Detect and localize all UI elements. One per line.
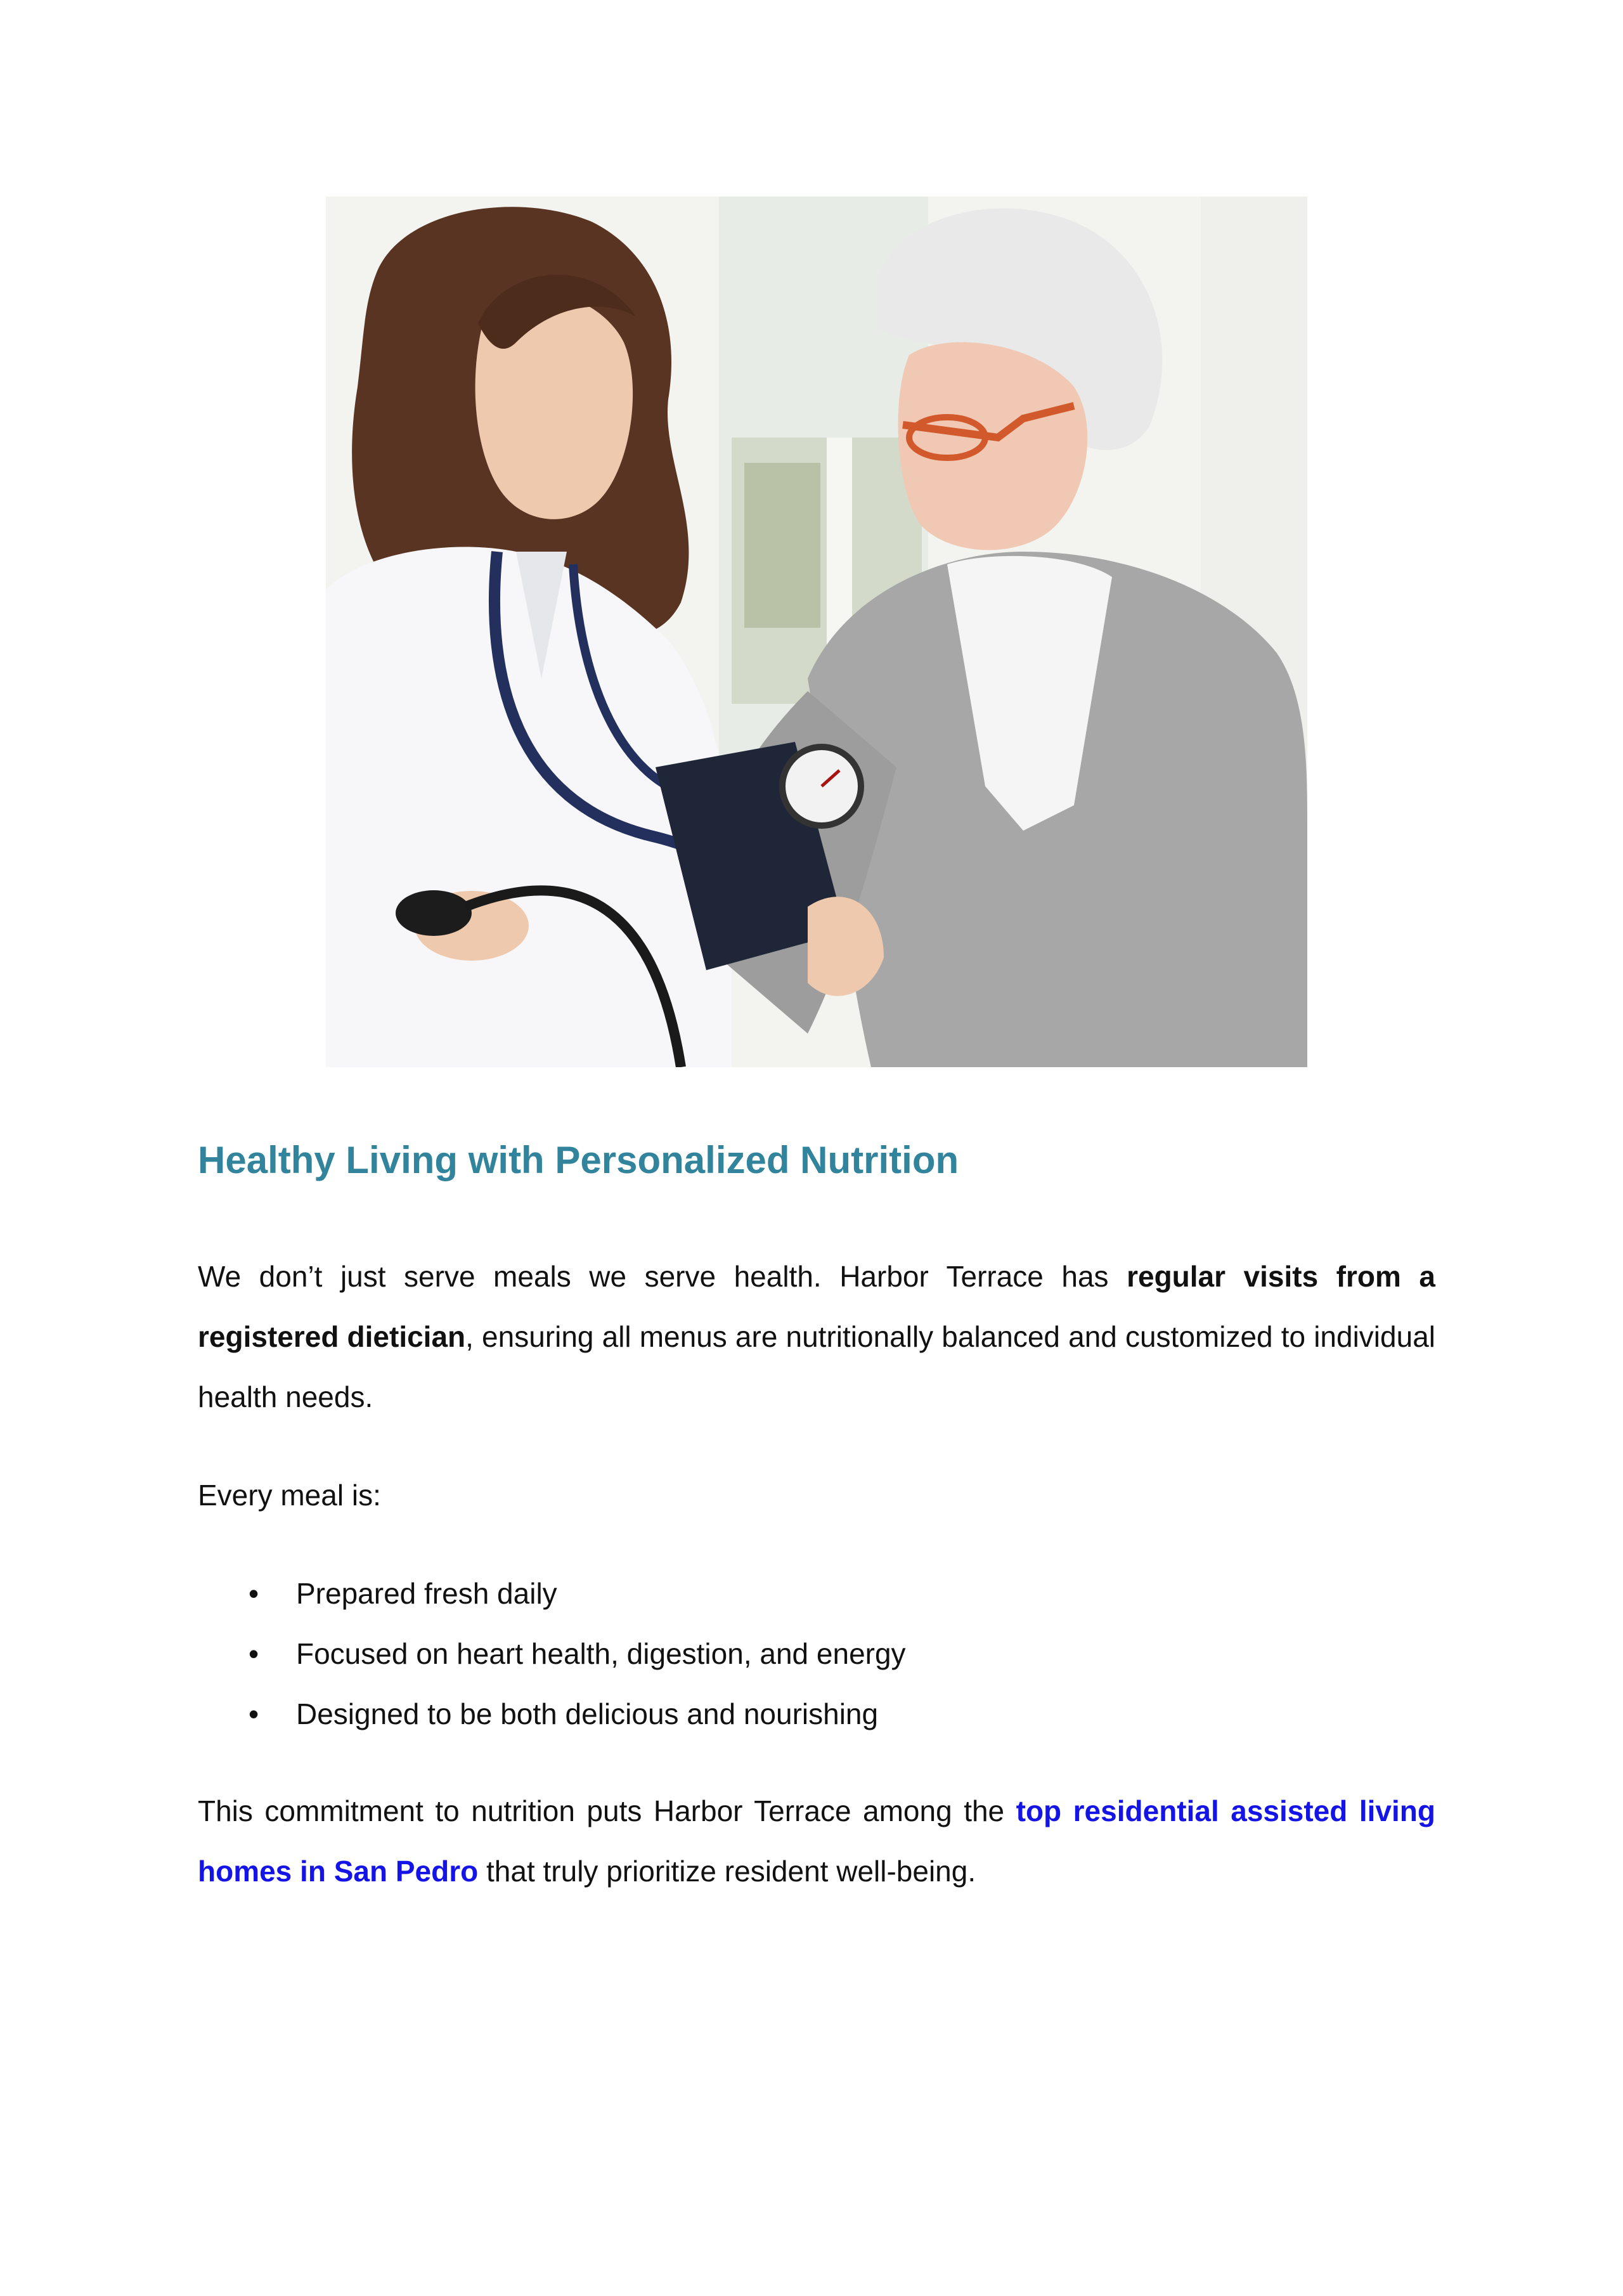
san-pedro-homes-link[interactable]: top residential assisted living homes in San Pedro: [198, 1794, 1435, 1888]
photo-illustration: [326, 197, 1307, 1067]
intro-bold-text: regular visits from a registered dietician: [198, 1260, 1435, 1353]
closing-text-end: that truly prioritize resident well-being.: [478, 1855, 976, 1888]
list-item: [198, 1684, 1435, 1744]
bullet-icon: •: [249, 1577, 259, 1610]
intro-text-start: We don’t just serve meals we serve health. Harbor Terrace has: [198, 1260, 1127, 1293]
bullet-icon: •: [249, 1697, 259, 1730]
intro-text-end: , ensuring all menus are nutritionally balanced and customized to individual health needs.: [198, 1320, 1435, 1413]
caregiver-blood-pressure-photo: [326, 197, 1307, 1067]
article-section: [198, 1135, 1435, 1902]
list-item: [198, 1624, 1435, 1684]
closing-text-start: This commitment to nutrition puts Harbor Terrace among the: [198, 1794, 1016, 1827]
list-item-text: Prepared fresh daily: [296, 1577, 557, 1610]
closing-paragraph: [198, 1781, 1435, 1902]
intro-paragraph: [198, 1247, 1435, 1427]
list-item-text: Focused on heart health, digestion, and energy: [296, 1637, 906, 1670]
meal-list: [198, 1564, 1435, 1744]
list-item-text: Designed to be both delicious and nourishing: [296, 1697, 879, 1730]
list-lead: Every meal is:: [198, 1479, 381, 1512]
section-heading: Healthy Living with Personalized Nutrition: [198, 1139, 959, 1181]
bullet-icon: •: [249, 1637, 259, 1670]
list-item: [198, 1564, 1435, 1624]
